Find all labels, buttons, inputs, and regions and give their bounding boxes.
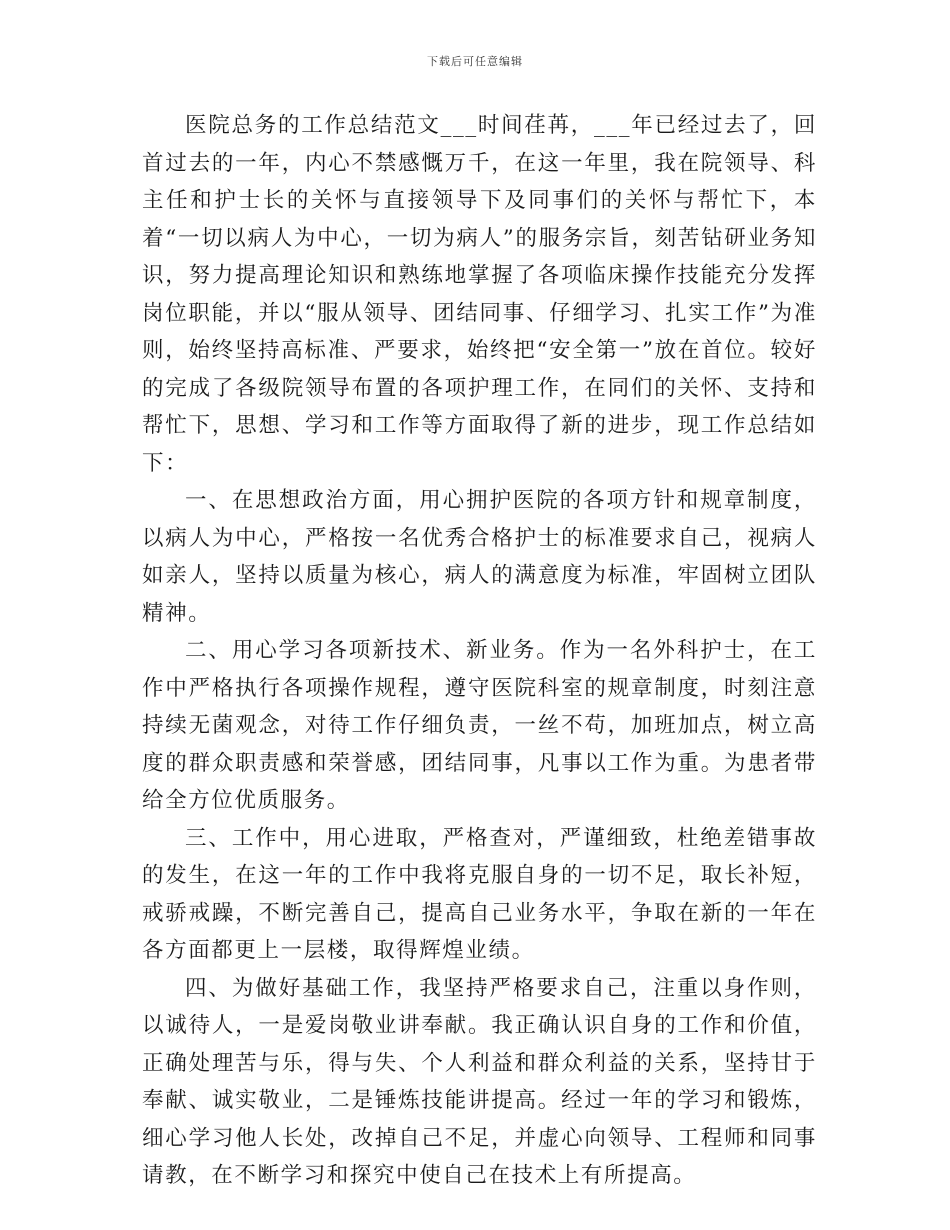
- paragraph-section-4: 四、为做好基础工作，我坚持严格要求自己，注重以身作则，以诚待人，一是爱岗敬业讲奉献。我正确认识自身的工作和价值，正确处理苦与乐，得与失、个人利益和群众利益的关系，坚持甘于奉献、诚实敬业，二是锤炼技能讲提高。经过一年的学习和锻炼，细心学习他人长处，改掉自己不足，并虚心向领导、工程师和同事请教，在不断学习和探究中使自己在技术上有所提高。: [142, 975, 817, 1188]
- paragraph-section-3: 三、工作中，用心进取，严格查对，严谨细致，杜绝差错事故的发生，在这一年的工作中我将克服自身的一切不足，取长补短，戒骄戒躁，不断完善自己，提高自己业务水平，争取在新的一年在各方面都更上一层楼，取得辉煌业绩。: [142, 825, 817, 963]
- page-header: 下载后可任意编辑: [427, 55, 523, 68]
- paragraph-section-2: 二、用心学习各项新技术、新业务。作为一名外科护士，在工作中严格执行各项操作规程，遵守医院科室的规章制度，时刻注意持续无菌观念，对待工作仔细负责，一丝不苟，加班加点，树立高度的群众职责感和荣誉感，团结同事，凡事以工作为重。为患者带给全方位优质服务。: [142, 638, 817, 813]
- document-body: [142, 107, 817, 1195]
- paragraph-intro: 医院总务的工作总结范文___时间荏苒，___年已经过去了，回首过去的一年，内心不禁感慨万千，在这一年里，我在院领导、科主任和护士长的关怀与直接领导下及同事们的关怀与帮忙下，本着“一切以病人为中心，一切为病人”的服务宗旨，刻苦钻研业务知识，努力提高理论知识和熟练地掌握了各项临床操作技能充分发挥岗位职能，并以“服从领导、团结同事、仔细学习、扎实工作”为准则，始终坚持高标准、严要求，始终把“安全第一”放在首位。较好的完成了各级院领导布置的各项护理工作，在同们的关怀、支持和帮忙下，思想、学习和工作等方面取得了新的进步，现工作总结如下：: [142, 113, 817, 476]
- paragraph-section-1: 一、在思想政治方面，用心拥护医院的各项方针和规章制度，以病人为中心，严格按一名优秀合格护士的标准要求自己，视病人如亲人，坚持以质量为核心，病人的满意度为标准，牢固树立团队精神。: [142, 488, 817, 626]
